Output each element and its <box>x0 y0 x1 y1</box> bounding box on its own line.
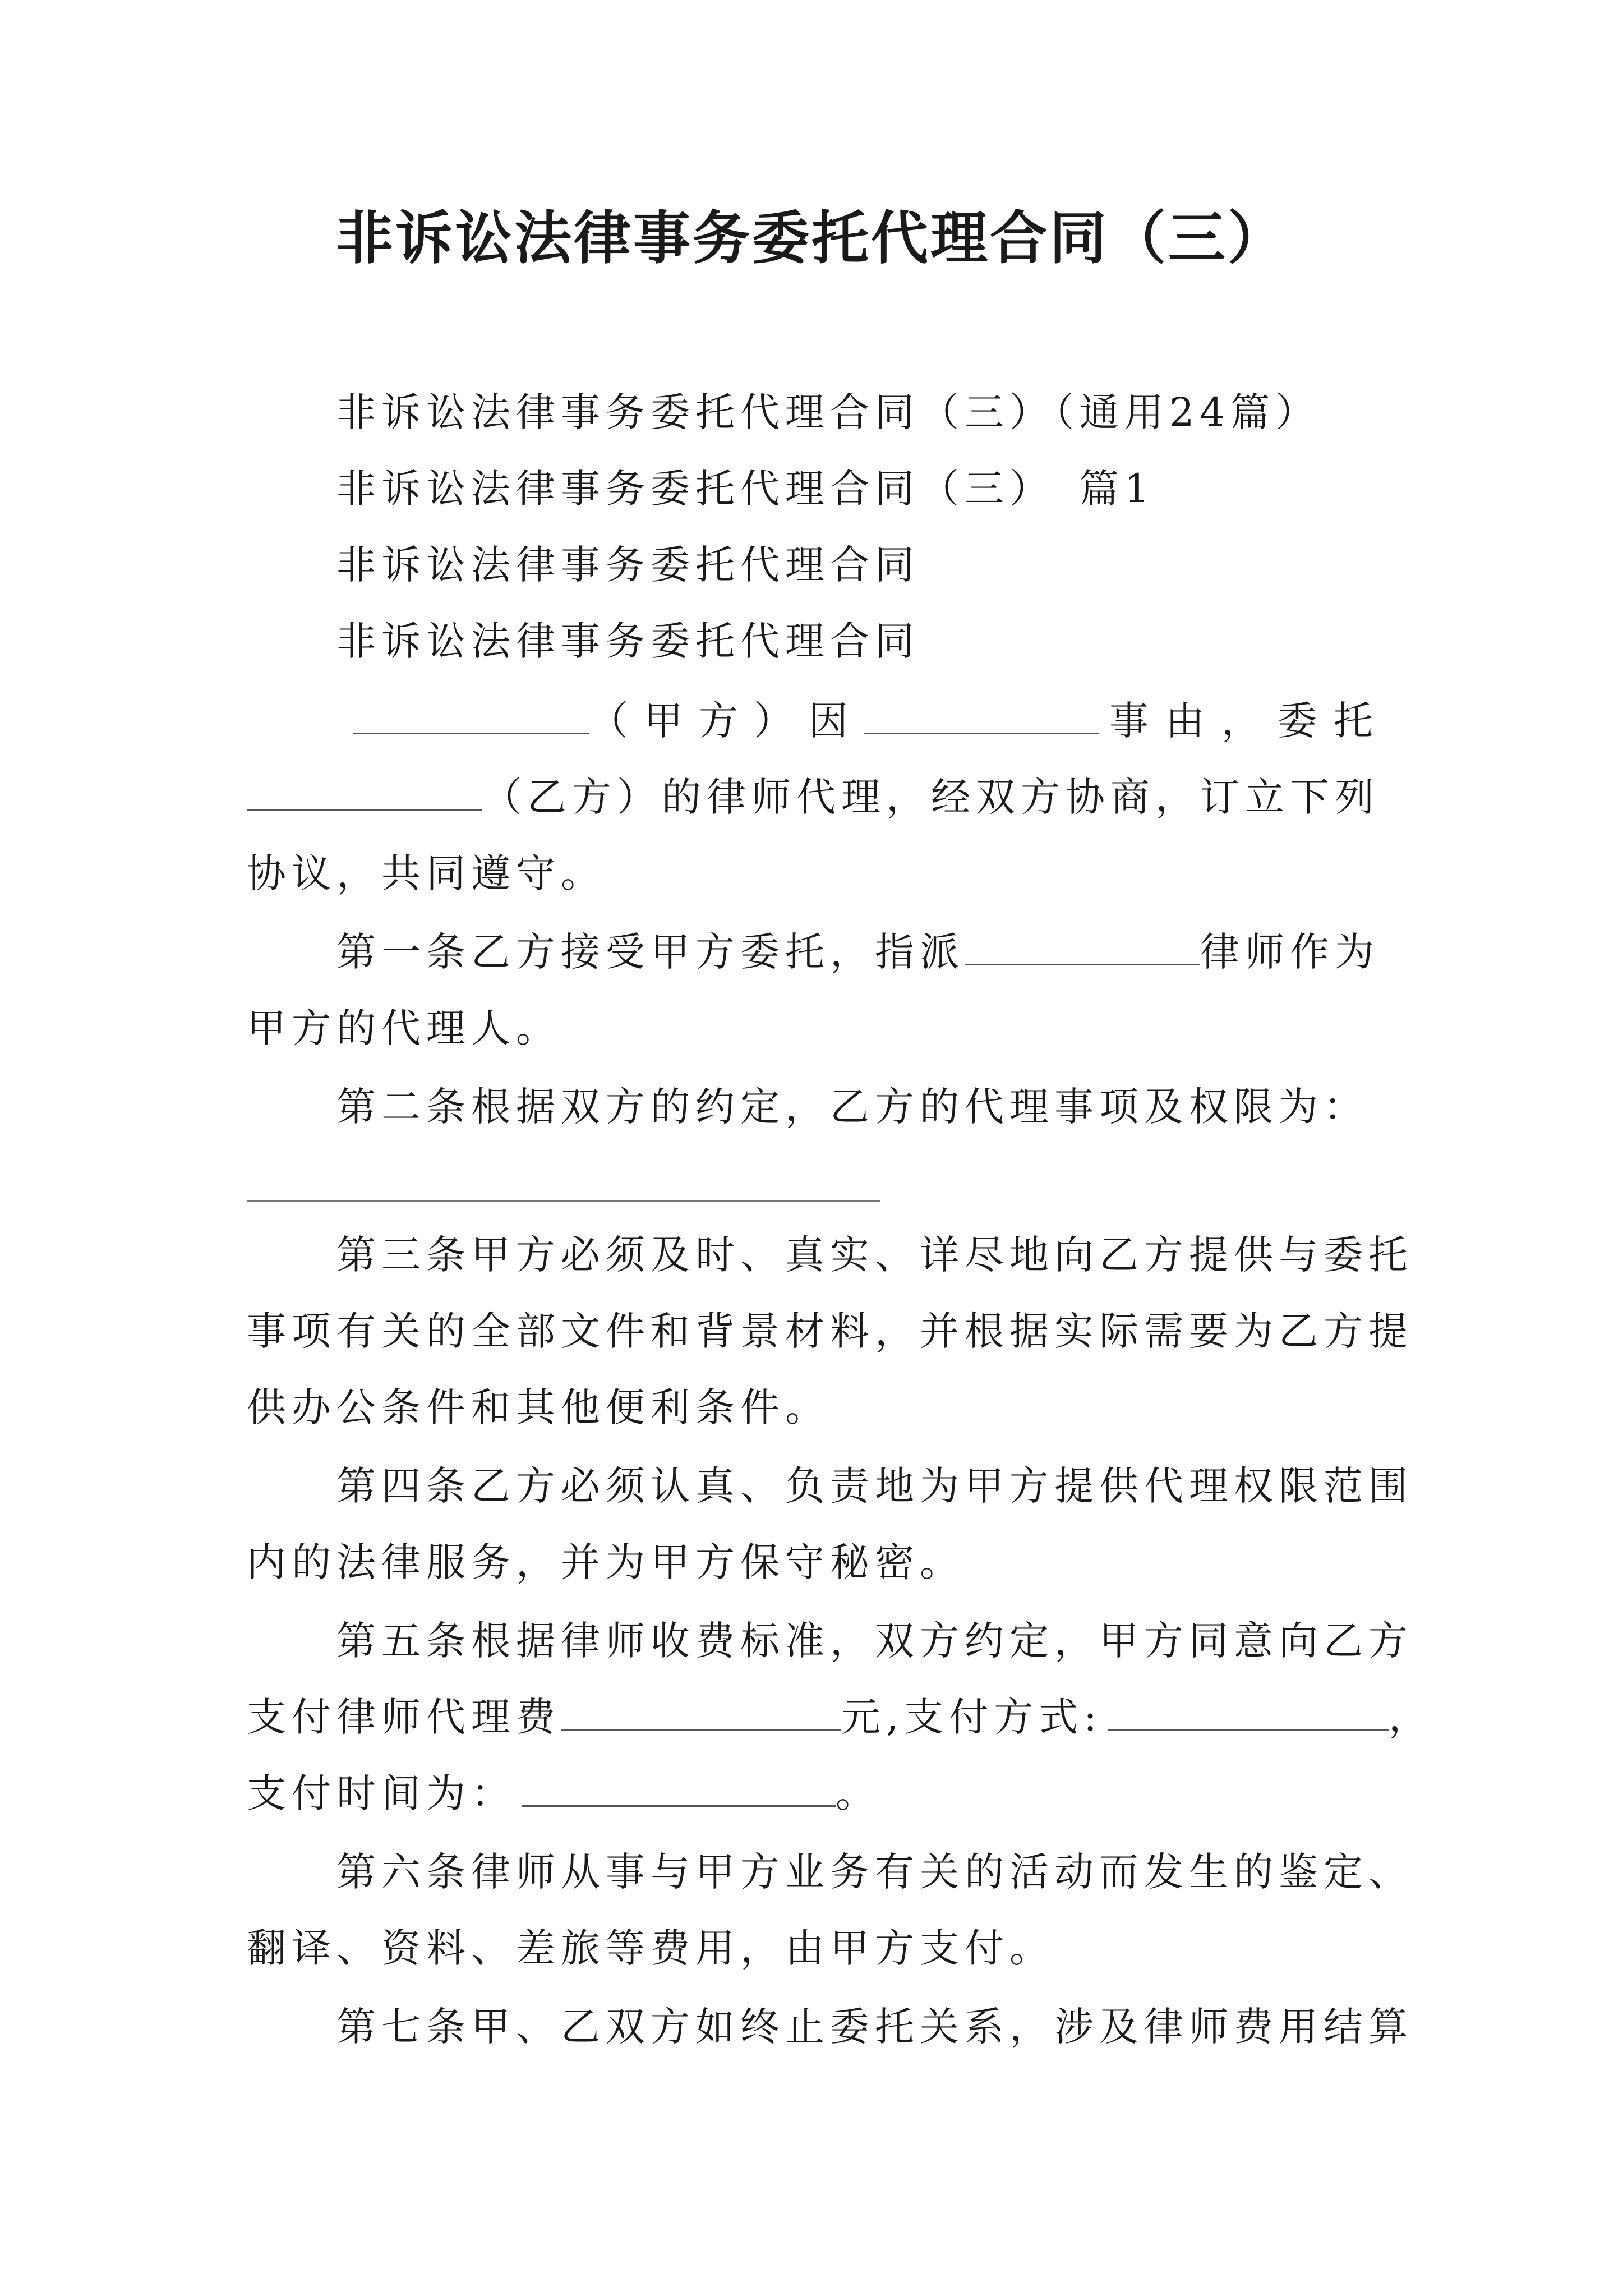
article-5-text-e: 。 <box>836 1770 880 1816</box>
article-3-line-1: 第三条甲方必须及时、真实、详尽地向乙方提供与委托 <box>336 1232 1413 1278</box>
intro-line-1 <box>353 696 1390 746</box>
article-1-line-1 <box>336 927 1380 977</box>
article-5-line-1: 第五条根据律师收费标准，双方约定，甲方同意向乙方 <box>336 1618 1413 1664</box>
article-2-line-1: 第二条根据双方的约定，乙方的代理事项及权限为： <box>336 1084 1368 1130</box>
article-5-line-3 <box>247 1768 880 1819</box>
article-7-line-1: 第七条甲、乙双方如终止委托关系，涉及律师费用结算 <box>336 2004 1413 2050</box>
article-5-text-c: ， <box>1388 1694 1433 1740</box>
heading-2: 非诉讼法律事务委托代理合同 <box>336 618 920 664</box>
intro-text-c: （乙方）的律师代理，经双方协商，订立下列 <box>482 774 1380 820</box>
article-3-line-3: 供办公条件和其他便利条件。 <box>247 1384 830 1430</box>
article-5-text-a: 支付律师代理费 <box>247 1694 561 1740</box>
article-4-line-2: 内的法律服务，并为甲方保守秘密。 <box>247 1539 965 1585</box>
blank-fee <box>561 1694 841 1731</box>
blank-payment-time <box>522 1770 836 1807</box>
article-1-line-2: 甲方的代理人。 <box>247 1005 561 1051</box>
article-6-line-2: 翻译、资料、差旅等费用，由甲方支付。 <box>247 1925 1054 1971</box>
subtitle-general: 非诉讼法律事务委托代理合同（三）（通用24篇） <box>336 389 1321 435</box>
article-1-text-b: 律师作为 <box>1200 929 1380 975</box>
article-5-line-2 <box>247 1692 1433 1742</box>
article-6-line-1: 第六条律师从事与甲方业务有关的活动而发生的鉴定、 <box>336 1849 1413 1895</box>
blank-party-a <box>353 698 589 734</box>
blank-scope <box>247 1200 880 1202</box>
blank-matter <box>864 698 1099 734</box>
intro-line-2 <box>247 772 1380 822</box>
article-4-line-1: 第四条乙方必须认真、负责地为甲方提供代理权限范围 <box>336 1463 1413 1509</box>
intro-line-3: 协议，共同遵守。 <box>247 850 606 896</box>
article-5-text-d: 支付时间为： <box>247 1770 516 1816</box>
subtitle-part: 非诉讼法律事务委托代理合同（三） 篇1 <box>336 466 1155 512</box>
document-title: 非诉讼法律事务委托代理合同（三） <box>336 205 1287 272</box>
intro-text-b: 事由，委托 <box>1109 698 1390 744</box>
heading-1: 非诉讼法律事务委托代理合同 <box>336 542 920 588</box>
intro-text-a: （甲方）因 <box>589 698 864 744</box>
blank-lawyer <box>965 929 1200 965</box>
blank-party-b <box>247 774 482 811</box>
article-3-line-2: 事项有关的全部文件和背景材料，并根据实际需要为乙方提 <box>247 1308 1413 1354</box>
article-5-text-b: 元,支付方式: <box>841 1694 1103 1740</box>
article-1-text-a: 第一条乙方接受甲方委托，指派 <box>336 929 965 975</box>
blank-payment-method <box>1108 1694 1389 1731</box>
